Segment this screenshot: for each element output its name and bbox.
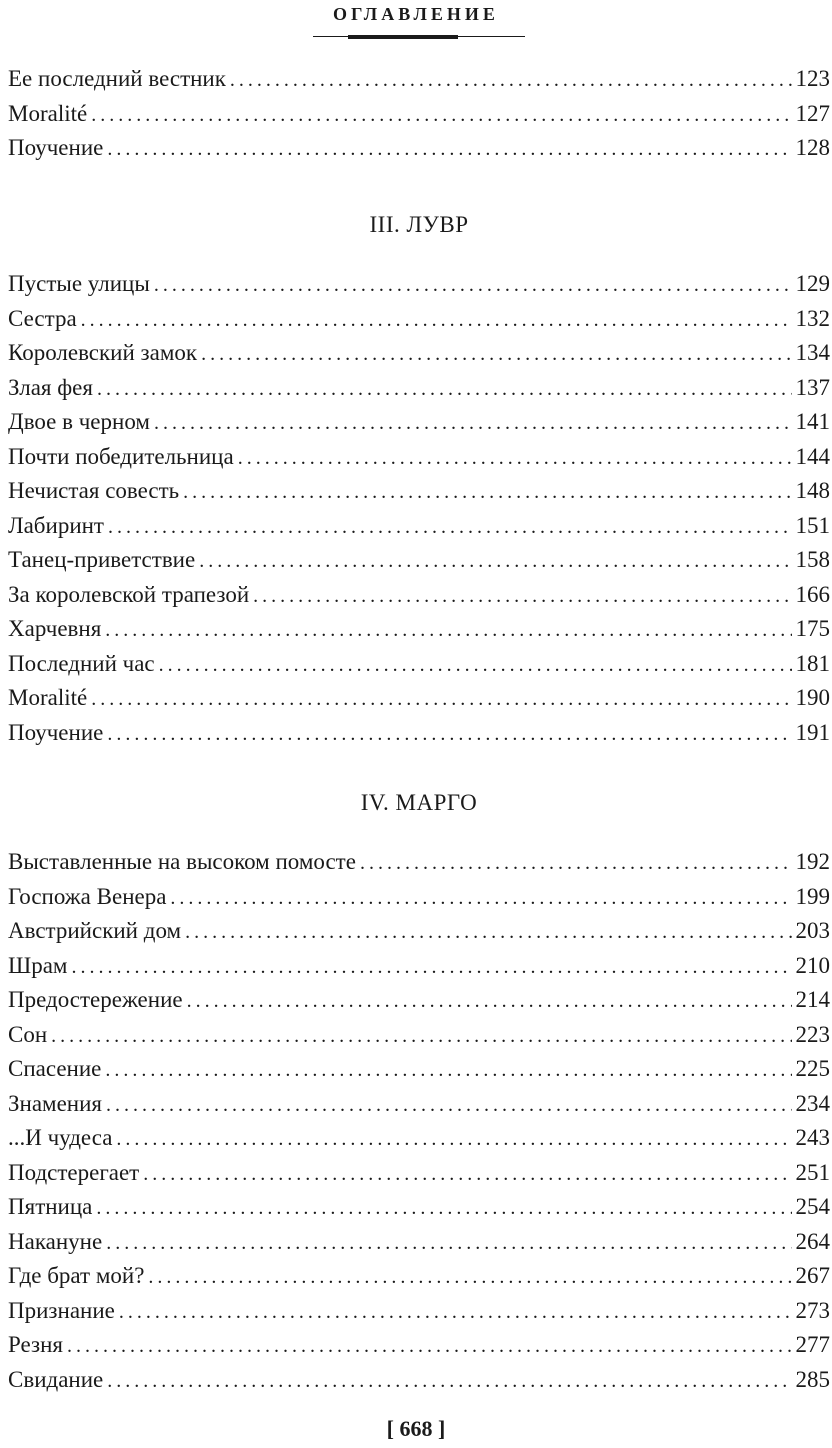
toc-entry-title: Сестра <box>8 305 77 331</box>
toc-entry-title: Свидание <box>8 1366 104 1392</box>
toc-entry-page: 254 <box>795 1194 830 1219</box>
toc-entry <box>8 97 830 132</box>
toc-entry-title: Королевский замок <box>8 340 198 365</box>
toc-entry-title: Танец-приветствие <box>8 547 196 572</box>
toc-entry-title: За королевской трапезой <box>8 581 250 607</box>
toc-entry-page: 199 <box>795 883 830 909</box>
toc-entry <box>8 1156 830 1191</box>
toc-dot-leader <box>107 717 791 752</box>
toc-dot-leader <box>187 984 792 1019</box>
toc-entry-page: 123 <box>795 66 830 91</box>
toc-entry-page: 144 <box>795 443 830 469</box>
toc-entry-page: 273 <box>795 1297 830 1323</box>
toc-entry-title: Шрам <box>8 952 68 978</box>
toc-entry <box>8 474 830 509</box>
toc-list <box>8 267 830 750</box>
toc-dot-leader <box>154 406 792 441</box>
toc-entry <box>8 440 830 475</box>
toc-entry <box>8 1018 830 1053</box>
toc-entry <box>8 405 830 440</box>
toc-entry <box>8 1259 830 1294</box>
toc-entry <box>8 880 830 915</box>
toc-entry-page: 137 <box>795 374 830 400</box>
toc-entry <box>8 1225 830 1260</box>
page-number: [ 668 ] <box>386 1416 446 1441</box>
toc-dot-leader <box>81 303 792 338</box>
toc-entry-title: Где брат мой? <box>8 1263 145 1288</box>
toc-entry <box>8 1294 830 1329</box>
toc-dot-leader <box>201 337 791 372</box>
toc-dot-leader <box>170 881 791 916</box>
toc-dot-leader <box>253 579 791 614</box>
toc-entry-page: 129 <box>795 271 830 296</box>
toc-entry-title: Нечистая совесть <box>8 478 180 503</box>
section-title: III. ЛУВР <box>369 212 469 237</box>
toc-entry <box>8 1052 830 1087</box>
toc-entry <box>8 845 830 880</box>
toc-entry-title: Выставленные на высоком помосте <box>8 849 356 874</box>
toc-entry-title: Харчевня <box>8 616 102 641</box>
toc-dot-leader <box>148 1260 791 1295</box>
toc-entry-page: 148 <box>795 478 830 503</box>
toc-entry-page: 223 <box>795 1021 830 1047</box>
toc-entry-page: 134 <box>795 340 830 365</box>
toc-entry <box>8 612 830 647</box>
toc-entry-title: Поучение <box>8 719 104 745</box>
toc-entry-page: 285 <box>795 1366 830 1392</box>
toc-entry-page: 267 <box>795 1263 830 1288</box>
toc-entry-page: 132 <box>795 305 830 331</box>
toc-entry-title: Накануне <box>8 1228 103 1254</box>
toc-entry-page: 191 <box>795 719 830 745</box>
toc-entry <box>8 716 830 751</box>
toc-entry <box>8 1087 830 1122</box>
toc-entry-title: Знамения <box>8 1090 102 1116</box>
toc-entry-page: 151 <box>795 512 830 538</box>
toc-entry-page: 277 <box>795 1332 830 1357</box>
toc-entry <box>8 983 830 1018</box>
toc-entry <box>8 543 830 578</box>
toc-dot-leader <box>238 441 792 476</box>
toc-dot-leader <box>154 268 792 303</box>
toc-entry <box>8 1190 830 1225</box>
toc-entry-page: 192 <box>795 849 830 874</box>
toc-entry-page: 128 <box>795 135 830 160</box>
running-head: ОГЛАВЛЕНИЕ <box>333 4 499 24</box>
toc-entry-title: Пустые улицы <box>8 271 150 296</box>
toc-dot-leader <box>230 63 792 98</box>
toc-entry-title: Госпожа Венера <box>8 883 167 909</box>
toc-entry-page: 141 <box>795 409 830 434</box>
toc-entry-title: Предостережение <box>8 987 183 1012</box>
toc-dot-leader <box>360 846 792 881</box>
toc-dot-leader <box>143 1157 791 1192</box>
toc-entry-page: 190 <box>795 685 830 710</box>
toc-entry <box>8 62 830 97</box>
toc-entry-page: 181 <box>795 650 830 676</box>
toc-entry-title: Последний час <box>8 650 155 676</box>
toc-entry-title: Поучение <box>8 135 104 160</box>
toc-dot-leader <box>91 98 791 133</box>
toc-entry <box>8 371 830 406</box>
toc-dot-leader <box>51 1019 791 1054</box>
toc-dot-leader <box>185 915 791 950</box>
toc-dot-leader <box>159 648 792 683</box>
toc-entry <box>8 1363 830 1398</box>
toc-dot-leader <box>105 613 791 648</box>
toc-dot-leader <box>107 1364 791 1399</box>
toc-section-louvre <box>8 208 830 750</box>
toc-entry <box>8 578 830 613</box>
toc-entry-title: Moralité <box>8 685 88 710</box>
toc-entry-page: 210 <box>795 952 830 978</box>
toc-entry <box>8 131 830 166</box>
toc-entry <box>8 302 830 337</box>
toc-section-margo <box>8 786 830 1397</box>
toc-entry <box>8 914 830 949</box>
toc-dot-leader <box>199 544 791 579</box>
toc-entry-title: Почти победительница <box>8 443 234 469</box>
toc-entry-title: Злая фея <box>8 374 93 400</box>
toc-dot-leader <box>119 1295 792 1330</box>
section-title: IV. МАРГО <box>360 790 478 815</box>
toc-entry-page: 264 <box>795 1228 830 1254</box>
toc-entry <box>8 267 830 302</box>
toc-entry <box>8 1328 830 1363</box>
toc-entry <box>8 509 830 544</box>
toc-dot-leader <box>107 132 791 167</box>
toc-entry-title: Резня <box>8 1332 63 1357</box>
toc-entry-page: 175 <box>795 616 830 641</box>
toc-entry <box>8 681 830 716</box>
toc-entry-title: Пятница <box>8 1194 93 1219</box>
toc-entry-page: 225 <box>795 1056 830 1081</box>
running-head-rule-accent <box>348 35 458 39</box>
toc-dot-leader <box>91 682 791 717</box>
toc-dot-leader <box>108 510 792 545</box>
toc-entry-title: Сон <box>8 1021 48 1047</box>
toc-dot-leader <box>71 950 791 985</box>
toc-dot-leader <box>116 1122 791 1157</box>
toc-dot-leader <box>106 1226 791 1261</box>
toc-entry-page: 243 <box>795 1125 830 1150</box>
toc-entry-page: 166 <box>795 581 830 607</box>
toc-entry <box>8 647 830 682</box>
toc-entry-page: 251 <box>795 1159 830 1185</box>
toc-list <box>8 62 830 166</box>
toc-entry <box>8 949 830 984</box>
toc-entry <box>8 1121 830 1156</box>
toc-dot-leader <box>105 1053 791 1088</box>
toc-entry-page: 214 <box>795 987 830 1012</box>
toc-entry-page: 203 <box>795 918 830 943</box>
toc-entry-page: 158 <box>795 547 830 572</box>
toc-dot-leader <box>96 1191 791 1226</box>
toc-dot-leader <box>183 475 791 510</box>
toc-entry-page: 127 <box>795 100 830 126</box>
toc-entry-page: 234 <box>795 1090 830 1116</box>
toc-entry-title: Ее последний вестник <box>8 66 226 91</box>
toc-entry-title: Спасение <box>8 1056 102 1081</box>
toc-entry-title: Австрийский дом <box>8 918 182 943</box>
toc-list <box>8 845 830 1397</box>
toc-entry-title: Moralité <box>8 100 88 126</box>
toc-entry-title: Лабиринт <box>8 512 104 538</box>
toc-entry-title: Подстерегает <box>8 1159 140 1185</box>
toc-entry-title: ...И чудеса <box>8 1125 113 1150</box>
toc-section-continued <box>8 62 830 166</box>
toc-dot-leader <box>67 1329 792 1364</box>
toc-entry-title: Двое в черном <box>8 409 150 434</box>
toc-entry-title: Признание <box>8 1297 115 1323</box>
toc-dot-leader <box>97 372 792 407</box>
toc-entry <box>8 336 830 371</box>
toc-dot-leader <box>106 1088 792 1123</box>
